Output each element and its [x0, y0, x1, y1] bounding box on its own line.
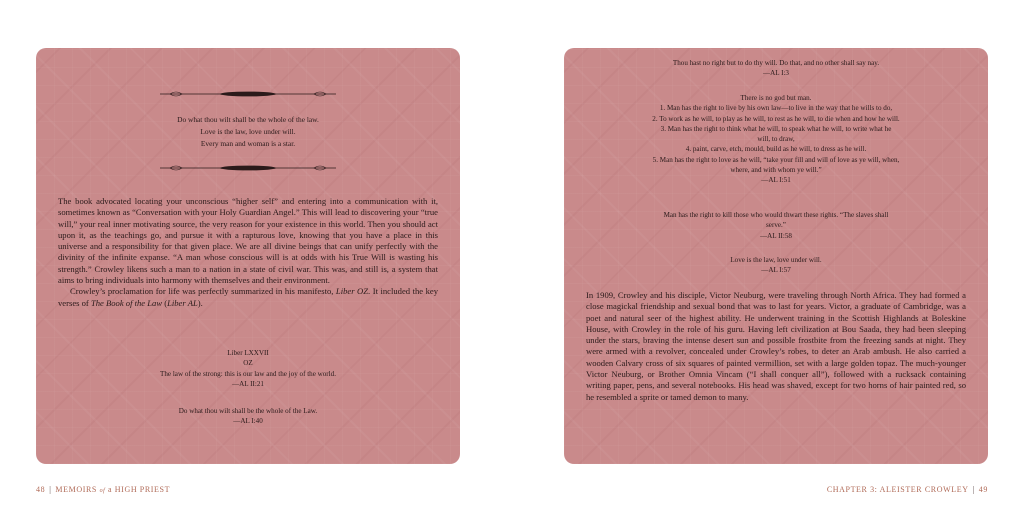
footer-separator: | [972, 485, 975, 494]
quote-line: There is no god but man. [740, 94, 812, 102]
quote-citation: —AL II:58 [760, 231, 792, 240]
left-paragraph-1: The book advocated locating your unconscious “higher self” and entering into a communication with it, sometimes known as “Conversation with your Holy Guardian Angel.” This will lead to discovering your “true will,” your real inner motivating source, the very reason for your existence in this world. Then you should act upon it, as the teachings go, and pursue it with a rapturous love, knowing that you have a place in this universe and a responsibility for that given place. We are all divine beings that can unify perfectly with the divinity of the infinite expanse. “A man whose conscious will is at odds with his True Will is wasting his strength.” Crowley likens such a man to a nation in a state of civil war. This was, and still is, a system that aims to bring individuals into harmony with themselves and their environment. [58, 196, 438, 286]
opening-quote-line: Do what thou wilt shall be the whole of the law. [177, 115, 319, 124]
quote-al-i-57 [564, 255, 988, 276]
quote-line: Liber LXXVII [227, 349, 269, 357]
quote-line: will, to draw, [757, 135, 795, 144]
book-title-part: MEMOIRS [55, 485, 97, 494]
quote-line: 1. Man has the right to live by his own law—to live in the way that he wills to do, [659, 104, 893, 113]
opening-quote-line: Every man and woman is a star. [200, 139, 296, 148]
quote-line: Do what thou wilt shall be the whole of the Law. [178, 407, 318, 415]
quote-line: OZ [243, 359, 253, 368]
book-title-part: of [99, 488, 106, 494]
liber-oz-quote [36, 348, 460, 389]
quote-line: 3. Man has the right to think what he will, to speak what he will, to write what he [660, 124, 892, 133]
footer-right [827, 485, 988, 494]
chapter-title: CHAPTER 3: ALEISTER CROWLEY [826, 485, 969, 494]
opening-quote-line: Love is the law, love under will. [200, 127, 296, 136]
quote-line: 4. paint, carve, etch, mould, build as he will, to dress as he will. [685, 145, 867, 154]
left-paragraph-2: Crowley’s proclamation for life was perfectly summarized in his manifesto, Liber OZ. It included the key verses of The Book of the Law (Liber AL). [58, 286, 438, 308]
opening-quote [36, 114, 460, 150]
quote-al-ii-58 [564, 210, 988, 241]
footer-separator: | [49, 485, 52, 494]
quote-citation: —AL II:21 [232, 379, 264, 388]
quote-citation: —AL I:3 [763, 69, 789, 78]
page-number-right: 49 [978, 485, 988, 494]
quote-citation: —AL I:57 [761, 266, 791, 275]
footer-left [36, 485, 170, 494]
page-number-left: 48 [36, 485, 46, 494]
right-paragraph-1: In 1909, Crowley and his disciple, Victor Neuburg, were traveling through North Africa. They had formed a close magickal friendship and sexual bond that was to last for years. Victor, a graduate of Cambridge, was a poet and natural seer of the highest ability. He underwent training in the Scottish Highlands at Boleskine House, with Crowley in the role of his guru. Having left civilization at Bou Saada, they had been sleeping under the stars, braving the intense desert sun and possible frostbite from the freezing sands at night. They were armed with a revolver, concealed under Crowley’s robes, to deter an Arab ambush. He also carried a wooden Calvary cross of six squares of painted vermillion, set with a large golden topaz. The much-younger Victor Neuburg, or Brother Omnia Vincam (“I shall conquer all”), followed with a rucksack containing writing paper, pens, and several notebooks. His head was shaved, except for two horns of hair painted red, so he resembled a sprite or tamed demon to many. [586, 290, 966, 402]
quote-al-i-3 [564, 58, 988, 79]
quote-line: 2. To work as he will, to play as he will, to rest as he will, to die when and how he will. [652, 114, 900, 123]
left-body-text [58, 196, 438, 309]
quote-line: The law of the strong: this is our law and the joy of the world. [160, 369, 336, 378]
left-page [36, 48, 460, 464]
right-page [564, 48, 988, 464]
quote-line: Love is the law, love under will. [730, 256, 822, 264]
book-title-part: a HIGH PRIEST [108, 485, 171, 494]
quote-citation: —AL I:40 [233, 417, 263, 426]
quote-line: Man has the right to kill those who would thwart these rights. “The slaves shall [663, 211, 889, 219]
quote-line: 5. Man has the right to love as he will, “take your fill and will of love as ye will, when, [652, 155, 900, 164]
quote-citation: —AL I:51 [761, 176, 791, 185]
quote-al-i-51 [564, 93, 988, 186]
right-body-text [586, 290, 966, 403]
quote-line: Thou hast no right but to do thy will. Do that, and no other shall say nay. [672, 59, 880, 67]
quote-line: serve.” [766, 221, 786, 230]
bottom-ornament [160, 163, 336, 173]
quote-line: where, and with whom ye will.” [730, 166, 822, 175]
top-ornament [160, 89, 336, 99]
closing-quote [36, 406, 460, 427]
